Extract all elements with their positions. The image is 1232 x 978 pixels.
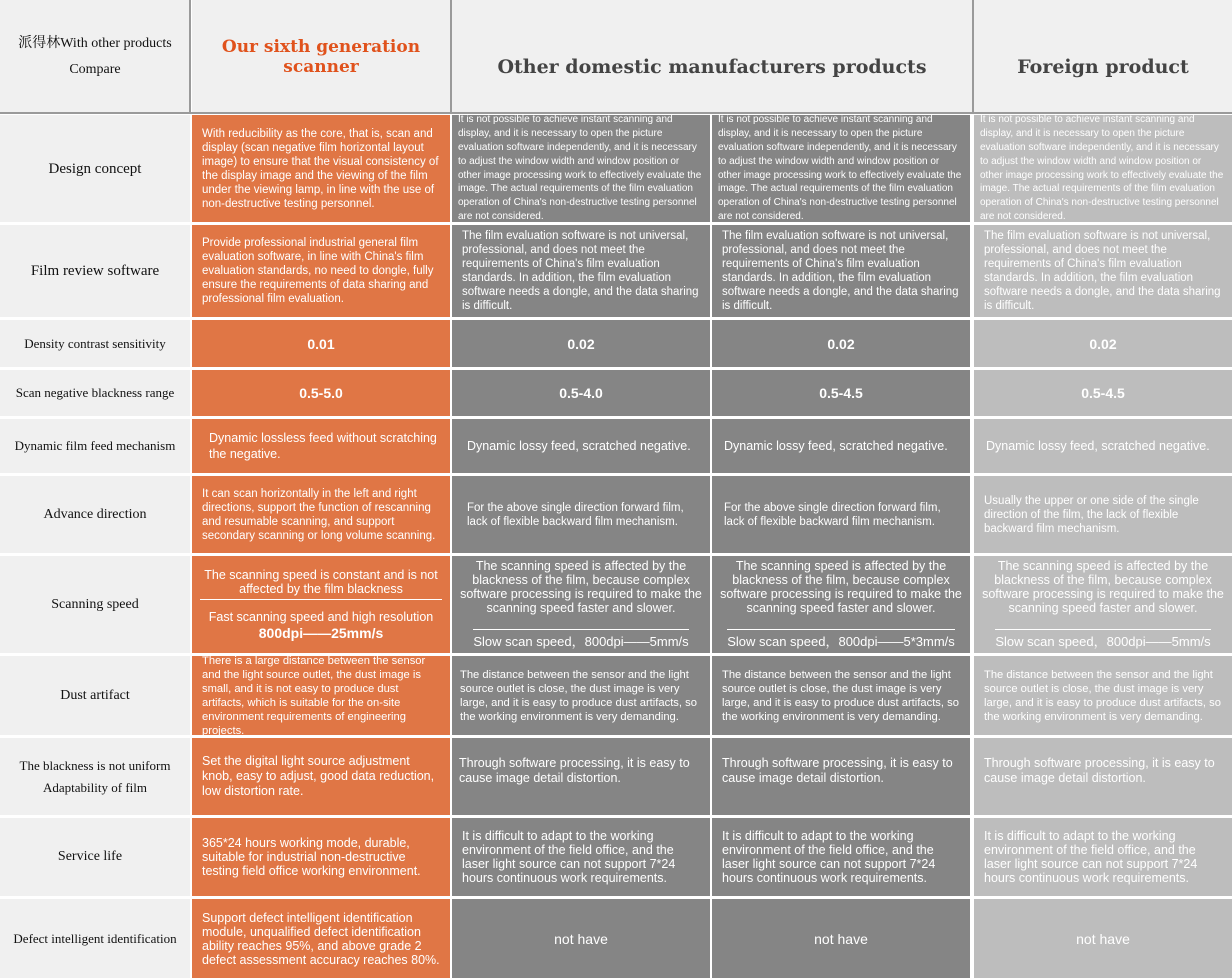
cell-domestic1-defect-identification: not have [452,899,710,978]
header-corner-line1: 派得林With other products [18,35,172,51]
cell-domestic1-design-concept: It is not possible to achieve instant scanning and display, and it is necessary to open the picture evaluation software independently, and it is necessary to adjust the window width and window position or other image processing work to effectively evaluate the image. The actual requirements of the film evaluation operation of China's non-destructive testing personnel are not considered. [452,115,710,222]
cell-domestic1-film-feed: Dynamic lossy feed, scratched negative. [452,419,710,473]
cell-foreign-blackness-adaptability: Through software processing, it is easy to cause image detail distortion. [974,738,1232,815]
domestic2-speed-description: The scanning speed is affected by the blackness of the film, because complex software processing is required to make the scanning speed faster and slower. [720,559,962,615]
cell-domestic1-advance-direction: For the above single direction forward film, lack of flexible backward film mechanism. [452,476,710,553]
cell-foreign-design-concept: It is not possible to achieve instant scanning and display, and it is necessary to open the picture evaluation software independently, and it is necessary to adjust the window width and window position or other image processing work to effectively evaluate the image. The actual requirements of the film evaluation operation of China's non-destructive testing personnel are not considered. [974,115,1232,222]
row-label-service-life: Service life [0,818,190,896]
cell-ours-dust-artifact: There is a large distance between the sensor and the light source outlet, the dust image is small, and it is not easy to produce dust artifacts, which is suitable for the on-site environment requirements of engineering projects. [192,656,450,735]
cell-foreign-defect-identification: not have [974,899,1232,978]
cell-foreign-blackness-range: 0.5-4.5 [974,370,1232,416]
domestic1-speed-description: The scanning speed is affected by the blackness of the film, because complex software processing is required to make the scanning speed faster and slower. [460,559,702,615]
row-label-blackness-adaptability [0,738,190,815]
cell-domestic2-blackness-range: 0.5-4.5 [712,370,970,416]
header-bottom-rule [0,112,1232,114]
cell-foreign-film-review-software: The film evaluation software is not universal, professional, and does not meet the requirements of China's film evaluation standards. In addition, the film evaluation software needs a dongle, and the data sharing is difficult. [974,225,1232,317]
cell-domestic2-film-review-software: The film evaluation software is not universal, professional, and does not meet the requirements of China's film evaluation standards. In addition, the film evaluation software needs a dongle, and the data sharing is difficult. [712,225,970,317]
cell-ours-blackness-range: 0.5-5.0 [192,370,450,416]
cell-domestic2-density-contrast: 0.02 [712,320,970,367]
cell-ours-film-feed: Dynamic lossless feed without scratching the negative. [192,419,450,473]
ours-speed-value: 800dpi——25mm/s [258,624,384,641]
cell-domestic1-dust-artifact: The distance between the sensor and the light source outlet is close, the dust image is very large, and it is easy to produce dust artifacts, so the working environment is very demanding. [452,656,710,735]
cell-foreign-density-contrast: 0.02 [974,320,1232,367]
cell-domestic2-blackness-adaptability: Through software processing, it is easy to cause image detail distortion. [712,738,970,815]
cell-domestic2-film-feed: Dynamic lossy feed, scratched negative. [712,419,970,473]
row-label-blackness-line1: The blackness is not uniform [19,757,171,773]
row-label-film-feed: Dynamic film feed mechanism [0,419,190,473]
foreign-speed-value: Slow scan speed，800dpi——5mm/s [995,629,1210,650]
cell-domestic1-scanning-speed [452,556,710,653]
row-label-blackness-line2: Adaptability of film [43,779,147,795]
row-label-density-contrast: Density contrast sensitivity [0,320,190,367]
cell-domestic1-film-review-software: The film evaluation software is not universal, professional, and does not meet the requirements of China's film evaluation standards. In addition, the film evaluation software needs a dongle, and the data sharing is difficult. [452,225,710,317]
row-label-dust-artifact: Dust artifact [0,656,190,735]
domestic1-speed-value: Slow scan speed，800dpi——5mm/s [473,629,688,650]
header-foreign: Foreign product [974,0,1232,113]
cell-foreign-film-feed: Dynamic lossy feed, scratched negative. [974,419,1232,473]
header-divider [450,0,452,113]
row-label-scanning-speed: Scanning speed [0,556,190,653]
cell-ours-advance-direction: It can scan horizontally in the left and right directions, support the function of rescanning and resumable scanning, and support secondary scanning or long volume scanning. [192,476,450,553]
cell-domestic1-blackness-adaptability: Through software processing, it is easy to cause image detail distortion. [452,738,710,815]
header-domestic: Other domestic manufacturers products [452,0,972,113]
row-label-film-review-software: Film review software [0,225,190,317]
foreign-speed-description: The scanning speed is affected by the blackness of the film, because complex software processing is required to make the scanning speed faster and slower. [982,559,1224,615]
cell-domestic1-service-life: It is difficult to adapt to the working environment of the field office, and the laser light source can not support 7*24 hours continuous work requirements. [452,818,710,896]
cell-ours-defect-identification: Support defect intelligent identification module, unqualified defect identification ability reaches 95%, and above grade 2 defect assessment accuracy reaches 80%. [192,899,450,978]
cell-ours-scanning-speed [192,556,450,653]
cell-foreign-dust-artifact: The distance between the sensor and the light source outlet is close, the dust image is very large, and it is easy to produce dust artifacts, so the working environment is very demanding. [974,656,1232,735]
ours-speed-summary: Fast scanning speed and high resolution [208,609,434,624]
domestic2-speed-value: Slow scan speed，800dpi——5*3mm/s [727,629,955,650]
cell-foreign-scanning-speed [974,556,1232,653]
header-ours: Our sixth generation scanner [192,0,450,113]
cell-domestic2-scanning-speed [712,556,970,653]
cell-ours-design-concept: With reducibility as the core, that is, scan and display (scan negative film horizontal layout image) to ensure that the visual consistency of the display image and the viewing of the film under the viewing lamp, in line with the use of non-destructive testing personnel. [192,115,450,222]
cell-ours-service-life: 365*24 hours working mode, durable, suitable for industrial non-destructive testing field office working environment. [192,818,450,896]
cell-foreign-advance-direction: Usually the upper or one side of the single direction of the film, the lack of flexible backward film mechanism. [974,476,1232,553]
header-corner-line2: Compare [69,61,121,77]
ours-speed-description: The scanning speed is constant and is not affected by the film blackness [200,568,442,600]
cell-ours-density-contrast: 0.01 [192,320,450,367]
cell-ours-blackness-adaptability: Set the digital light source adjustment knob, easy to adjust, good data reduction, low distortion rate. [192,738,450,815]
cell-domestic1-density-contrast: 0.02 [452,320,710,367]
cell-domestic2-service-life: It is difficult to adapt to the working environment of the field office, and the laser light source can not support 7*24 hours continuous work requirements. [712,818,970,896]
cell-domestic2-design-concept: It is not possible to achieve instant scanning and display, and it is necessary to open the picture evaluation software independently, and it is necessary to adjust the window width and window position or other image processing work to effectively evaluate the image. The actual requirements of the film evaluation operation of China's non-destructive testing personnel are not considered. [712,115,970,222]
cell-foreign-service-life: It is difficult to adapt to the working environment of the field office, and the laser light source can not support 7*24 hours continuous work requirements. [974,818,1232,896]
cell-domestic2-defect-identification: not have [712,899,970,978]
header-divider [189,0,191,113]
cell-domestic2-dust-artifact: The distance between the sensor and the light source outlet is close, the dust image is very large, and it is easy to produce dust artifacts, so the working environment is very demanding. [712,656,970,735]
row-label-design-concept: Design concept [0,115,190,222]
row-label-defect-identification: Defect intelligent identification [0,899,190,978]
header-corner [0,0,190,113]
cell-ours-film-review-software: Provide professional industrial general film evaluation software, in line with China's film evaluation standards, no need to dongle, fully ensure the requirements of data sharing and professional film evaluation. [192,225,450,317]
row-label-blackness-range: Scan negative blackness range [0,370,190,416]
cell-domestic1-blackness-range: 0.5-4.0 [452,370,710,416]
cell-domestic2-advance-direction: For the above single direction forward film, lack of flexible backward film mechanism. [712,476,970,553]
row-label-advance-direction: Advance direction [0,476,190,553]
header-divider [972,0,974,113]
